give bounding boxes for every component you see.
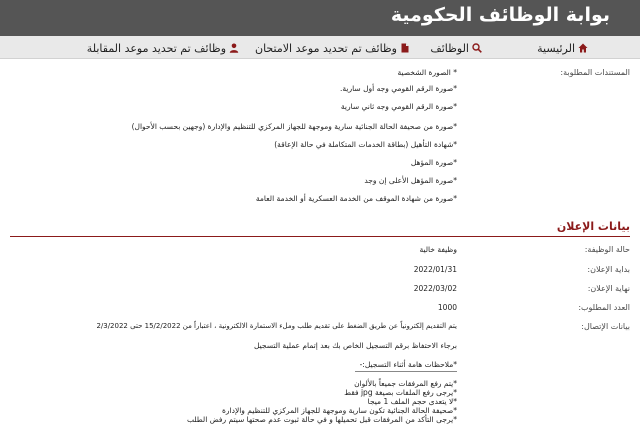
home-icon <box>578 43 588 53</box>
document-item: * الصورة الشخصية <box>397 68 457 77</box>
nav-home[interactable] <box>537 40 588 56</box>
field-value: 2022/01/31 <box>413 265 457 274</box>
nav-exam-jobs-label: وظائف تم تحديد موعد الامتحان <box>255 41 397 55</box>
nav-interview-jobs-label: وظائف تم تحديد موعد المقابلة <box>86 41 226 55</box>
field-value: 1000 <box>437 303 457 312</box>
document-item: *صورة من شهادة الموقف من الخدمة العسكرية أو الخدمة العامة <box>255 194 457 203</box>
document-item: *صورة من صحيفة الحالة الجنائية سارية وموجهة للجهاز المركزي للتنظيم والإدارة (وجهين بحسب الأحوال) <box>131 122 457 131</box>
contact-note: *ملاحظات هامة أثناء التسجيل:- <box>359 360 457 369</box>
note-item: *يرجى رفع الملفات بصيغة jpg فقط <box>344 388 457 397</box>
section-divider <box>10 236 630 237</box>
field-value: 2022/03/02 <box>413 284 457 293</box>
field-value: وظيفة خالية <box>419 245 457 254</box>
note-divider <box>355 371 457 372</box>
field-label: بيانات الإتصال: <box>581 322 630 331</box>
note-item: *يتم رفع المرفقات جميعاً بالألوان <box>354 379 457 388</box>
field-label: حالة الوظيفة: <box>584 245 630 254</box>
file-icon <box>400 43 410 53</box>
user-icon <box>229 43 239 53</box>
document-item: *صورة الرقم القومي وجه أول سارية. <box>340 84 457 93</box>
document-item: *شهادة التأهيل (بطاقة الخدمات المتكاملة في حالة الإعاقة) <box>274 140 457 149</box>
note-item: *يرجى التأكد من المرفقات قبل تحميلها و في حالة ثبوت عدم صحتها سيتم رفض الطلب <box>186 415 457 424</box>
nav-jobs-label: الوظائف <box>430 41 469 55</box>
nav-home-label: الرئيسية <box>537 41 575 55</box>
nav-bar <box>0 36 640 59</box>
contact-note: برجاء الاحتفاظ برقم التسجيل الخاص بك بعد إتمام عملية التسجيل <box>253 341 457 350</box>
announcement-title: بيانات الإعلان <box>556 220 630 233</box>
top-header <box>0 0 640 36</box>
field-label: العدد المطلوب: <box>578 303 630 312</box>
field-label: نهاية الإعلان: <box>587 284 630 293</box>
field-label: بداية الإعلان: <box>587 265 630 274</box>
documents-label: المستندات المطلوبة: <box>560 68 630 77</box>
nav-interview-jobs[interactable] <box>87 40 239 56</box>
field-value: يتم التقديم إلكترونياً عن طريق الضغط على تقديم طلب وملء الاستمارة الالكترونية ، اعتباراً من 15/2/2022 حتى 2/3/2022 <box>96 322 457 330</box>
document-item: *صورة الرقم القومي وجه ثاني سارية <box>340 102 457 111</box>
site-title: بوابة الوظائف الحكومية <box>390 4 610 26</box>
nav-exam-jobs[interactable] <box>255 40 410 56</box>
note-item: *صحيفة الحالة الجنائية تكون سارية وموجهة للجهاز المركزي للتنظيم والإدارة <box>221 406 457 415</box>
search-icon <box>472 43 482 53</box>
document-item: *صورة المؤهل <box>410 158 457 167</box>
nav-jobs[interactable] <box>430 40 482 56</box>
document-item: *صورة المؤهل الأعلى إن وجد <box>364 176 457 185</box>
note-item: *لا يتعدى حجم الملف 1 ميجا <box>367 397 457 406</box>
